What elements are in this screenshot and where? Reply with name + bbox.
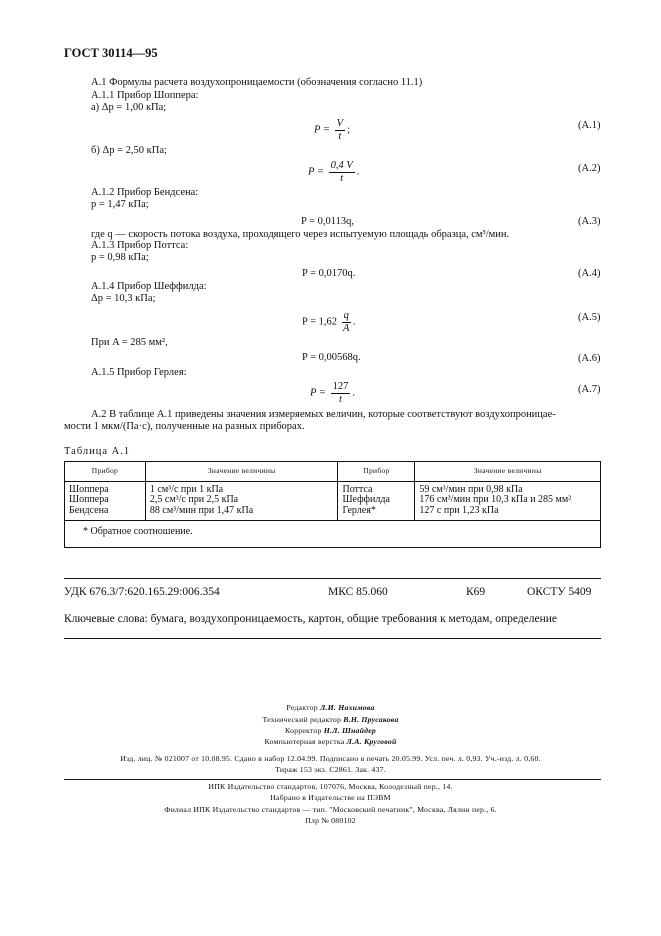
publisher-typeset: Набрано в Издательстве на ПЭВМ [270, 793, 391, 802]
formula-a6: P = 0,00568q. [302, 352, 361, 363]
mks-code: МКС 85.060 [328, 586, 388, 598]
publisher-branch: Филиал ИПК Издательство стандартов — тип. "Московский печатник", Москва, Лялин пер., 6. [164, 805, 497, 814]
section-a15-title: А.1.5 Прибор Герлея: [91, 367, 187, 378]
section-a12-title: А.1.2 Прибор Бендсена: [91, 187, 199, 198]
imprint-license: Изд. лиц. № 021007 от 10.08.95. Сдано в набор 12.04.99. Подписано в печать 20.05.99. Усл. печ. л. 0,93. Уч.-изд. л. 0,60. [120, 754, 541, 763]
formula-a4-number: (А.4) [578, 268, 601, 279]
table-header-cell: Значение величины [145, 462, 338, 482]
divider [64, 578, 601, 579]
formula-a1: P = $\frac{V}{t}$ ; [314, 118, 350, 142]
formula-a2-number: (А.2) [578, 163, 601, 174]
condition-a: а) Δp = 1,00 кПа; [91, 102, 167, 113]
table-cell: 1 см³/с при 1 кПа 2,5 см³/с при 2,5 кПа 88 см³/мин при 1,47 кПа [145, 481, 338, 521]
section-a11-title: А.1.1 Прибор Шоппера: [91, 90, 199, 101]
condition-a13: p = 0,98 кПа; [91, 252, 149, 263]
section-a14-title: А.1.4 Прибор Шеффилда: [91, 281, 207, 292]
formula-a7-number: (А.7) [578, 384, 601, 395]
formula-a3-explanation: где q — скорость потока воздуха, проходящего через испытуемую площадь образца, см³/мин. [91, 229, 510, 240]
formula-a3-number: (А.3) [578, 216, 601, 227]
udk-code: УДК 676.3/7:620.165.29:006.354 [64, 586, 220, 598]
condition-area: При A = 285 мм², [91, 337, 168, 348]
table-caption: Таблица А.1 [64, 446, 131, 457]
table-note: * Обратное соотношение. [65, 521, 601, 548]
table-header-cell: Прибор [338, 462, 415, 482]
formula-a1-number: (А.1) [578, 120, 601, 131]
formula-a4: P = 0,0170q. [302, 268, 356, 279]
condition-b: б) Δp = 2,50 кПа; [91, 145, 167, 156]
section-a2-line2: мости 1 мкм/(Па·с), полученные на разных приборах. [64, 421, 305, 432]
publisher-plr: Плр № 080102 [305, 816, 356, 825]
formula-a7: P = $\frac{127}{t}$ . [310, 381, 355, 405]
table-header-row [65, 462, 601, 482]
formula-a5: P = 1,62 $\frac{q}{A}$ . [302, 310, 356, 334]
formula-a6-number: (А.6) [578, 353, 601, 364]
formula-a3: P = 0,0113q, [301, 216, 354, 227]
condition-a14: Δp = 10,3 кПа; [91, 293, 156, 304]
k-code: К69 [466, 586, 486, 598]
divider [64, 638, 601, 639]
table-header-cell: Значение величины [415, 462, 601, 482]
publisher-address: ИПК Издательство стандартов, 107076, Москва, Колодезный пер., 14. [208, 782, 453, 791]
table-cell: Поттса Шеффилда Герлея* [338, 481, 415, 521]
data-table [64, 461, 601, 548]
section-a2-line1: А.2 В таблице А.1 приведены значения измеряемых величин, которые соответствуют воздухопроницае- [91, 409, 556, 420]
table-cell: Шоппера Шоппера Бендсена [65, 481, 146, 521]
table-header-cell: Прибор [65, 462, 146, 482]
table-cell: 59 см³/мин при 0,98 кПа 176 см³/мин при 10,3 кПа и 285 мм² 127 с при 1,23 кПа [415, 481, 601, 521]
keywords: Ключевые слова: бумага, воздухопроницаемость, картон, общие требования к методам, определение [64, 613, 558, 625]
table-row [65, 481, 601, 521]
formula-a5-number: (А.5) [578, 312, 601, 323]
imprint-layout: Компьютерная верстка Л.А. Круговой [264, 737, 397, 746]
document-header: ГОСТ 30114—95 [64, 46, 158, 60]
imprint-editor: Редактор Л.И. Нахимова [286, 703, 375, 712]
imprint-corrector: Корректор Н.Л. Шнайдер [285, 726, 376, 735]
condition-a12: p = 1,47 кПа; [91, 199, 149, 210]
imprint-tech-editor: Технический редактор В.Н. Прусакова [262, 715, 399, 724]
section-a1-title: А.1 Формулы расчета воздухопроницаемости (обозначения согласно 11.1) [91, 77, 423, 88]
divider [64, 779, 601, 780]
imprint-print-run: Тираж 153 экз. С2861. Зак. 437. [275, 765, 386, 774]
formula-a2: P = $\frac{0,4 V}{t}$ . [308, 160, 360, 184]
section-a13-title: А.1.3 Прибор Поттса: [91, 240, 189, 251]
okstu-code: ОКСТУ 5409 [527, 586, 592, 598]
table-note-row [65, 521, 601, 548]
